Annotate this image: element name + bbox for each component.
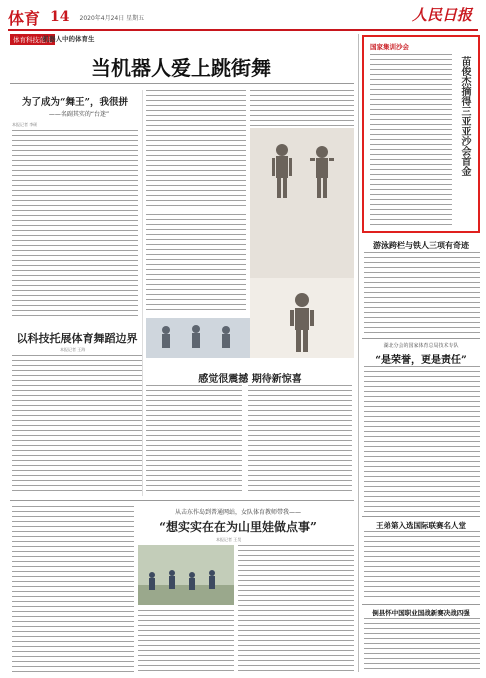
main-byline: 本报记者 李硕: [12, 122, 38, 127]
box-kicker: 国家集训沙会: [370, 43, 409, 51]
box-body-text: [370, 54, 452, 228]
masthead-rule: [8, 29, 478, 31]
right-article3-headline: 王弟第入选国际联赛名人堂: [376, 521, 466, 530]
section-name: 体育: [8, 8, 41, 28]
second-body-text: [12, 355, 142, 495]
children-illustration: [138, 545, 234, 605]
stage-illustration: [146, 318, 250, 358]
right-rule-3: [362, 604, 480, 605]
box-vertical-headline: 苗俊杰摘得三亚亚沙会首金: [459, 56, 470, 176]
right-article1-headline: 游泳跨栏与铁人三项有奇迹: [373, 240, 469, 250]
robot-illustration: [250, 128, 354, 358]
right-rule-2: [362, 516, 480, 517]
masthead: [8, 6, 144, 28]
column-tag: 体育科技范儿: [10, 34, 55, 45]
right-article4-text: [364, 618, 480, 672]
right-article2-headline: “是荣誉，更是责任”: [375, 355, 467, 366]
publication-date: 2020年4月24日 星期五: [79, 14, 145, 22]
bottom-left-body-text: [12, 506, 134, 672]
main-body-text-mid2: [250, 90, 354, 126]
main-body-text-left: [12, 130, 138, 318]
second-byline: 本报记者 王海: [60, 347, 86, 352]
middle-body-text-1: [146, 385, 242, 495]
right-article2-kicker: 湖北分会的国家体育总局技术专队: [383, 343, 459, 349]
bottom-body-text-right: [238, 545, 354, 671]
bottom-byline: 本报记者 王昊: [216, 537, 242, 542]
bottom-body-text-mid: [138, 610, 234, 672]
right-article2-text: [364, 366, 480, 512]
main-body-text-mid3: [146, 214, 246, 314]
headline-rule: [10, 83, 354, 84]
robot-dance-photo: [250, 128, 354, 358]
bottom-headline: “想实实在在为山里娃做点事”: [159, 520, 317, 534]
right-rule-1: [362, 338, 480, 339]
newspaper-logo: 人民日报: [411, 6, 472, 24]
column-separator: [358, 34, 359, 672]
column-separator-2: [142, 90, 143, 496]
bottom-kicker: 从击东作岛到普通网站，女队体育教师带我——: [174, 509, 301, 516]
column-subtitle: ·机器人中的体育生: [40, 35, 95, 43]
robot-stage-photo: [146, 318, 250, 358]
main-subhead-small: ——名副其实的“台迷”: [48, 111, 110, 118]
main-subhead: 为了成为“舞王”，我很拼: [22, 97, 128, 108]
page-number: 14: [50, 9, 70, 25]
middle-headline: 感觉很震撼 期待新惊喜: [198, 374, 302, 385]
right-article3-text: [364, 531, 480, 601]
right-article1-text: [364, 252, 480, 334]
main-headline: 当机器人爱上跳街舞: [91, 56, 271, 80]
right-article4-headline: 倒县怀中国职业国战新赛决战四强: [372, 609, 470, 617]
children-photo: [138, 545, 234, 605]
main-body-text-mid1: [146, 90, 246, 210]
bottom-rule: [10, 500, 354, 501]
middle-body-text-2: [248, 385, 352, 495]
second-headline: 以科技托展体育舞蹈边界: [16, 332, 138, 345]
